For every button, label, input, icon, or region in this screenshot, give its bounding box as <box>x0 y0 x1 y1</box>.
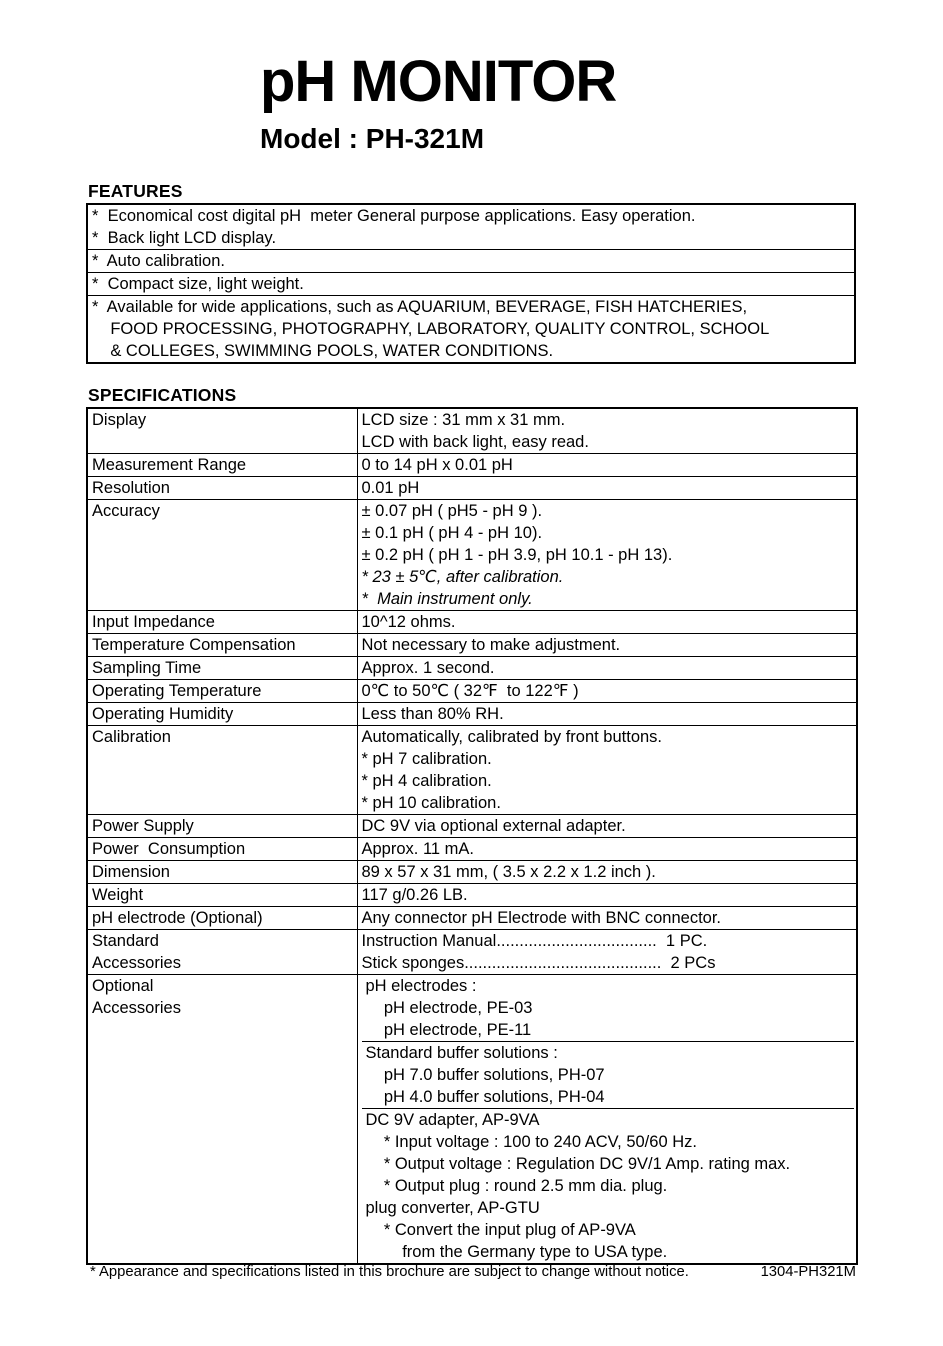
spec-label-cell <box>87 408 357 454</box>
spec-row-operating-temperature <box>87 680 857 703</box>
feature-item: * Compact size, light weight. <box>92 275 304 293</box>
spec-label: Accessories <box>92 999 181 1017</box>
spec-value-line: pH 7.0 buffer solutions, PH-07 <box>365 1066 605 1084</box>
spec-label-cell <box>87 975 357 1265</box>
spec-label: Accuracy <box>92 502 160 520</box>
spec-value-line: Automatically, calibrated by front buttons. <box>361 728 663 746</box>
spec-label-cell <box>87 477 357 500</box>
spec-value-cell <box>357 611 857 634</box>
spec-value-line: * Output plug : round 2.5 mm dia. plug. <box>365 1177 668 1195</box>
spec-row-temperature-compensation <box>87 634 857 657</box>
spec-value-line: Less than 80% RH. <box>361 705 504 723</box>
spec-value-line: DC 9V via optional external adapter. <box>361 817 626 835</box>
spec-value-line: plug converter, AP-GTU <box>365 1199 540 1217</box>
features-cell <box>87 273 855 296</box>
spec-value-line: pH electrode, PE-11 <box>365 1021 532 1039</box>
spec-value-line: ± 0.2 pH ( pH 1 - pH 3.9, pH 10.1 - pH 13). <box>361 546 673 564</box>
spec-value-line: 117 g/0.26 LB. <box>361 886 468 904</box>
spec-value-line: * Input voltage : 100 to 240 ACV, 50/60 Hz. <box>365 1133 697 1151</box>
optional-accessories-buffer-solutions <box>362 1041 855 1108</box>
spec-label-cell <box>87 884 357 907</box>
spec-value-line: Approx. 11 mA. <box>361 840 474 858</box>
spec-label-cell <box>87 861 357 884</box>
spec-label: Measurement Range <box>92 456 247 474</box>
spec-value-line: * Convert the input plug of AP-9VA <box>365 1221 636 1239</box>
spec-value-line: * Output voltage : Regulation DC 9V/1 Amp. rating max. <box>365 1155 791 1173</box>
specifications-heading: SPECIFICATIONS <box>88 385 237 405</box>
spec-value-line: 0.01 pH <box>361 479 420 497</box>
spec-value-cell <box>357 815 857 838</box>
spec-label-cell <box>87 611 357 634</box>
spec-value-cell <box>357 657 857 680</box>
page-title: pH MONITOR <box>260 49 617 114</box>
spec-label: Accessories <box>92 954 181 972</box>
spec-row-power-supply <box>87 815 857 838</box>
feature-item: * Economical cost digital pH meter General purpose applications. Easy operation. <box>92 207 696 225</box>
spec-label-cell <box>87 657 357 680</box>
spec-label-cell <box>87 726 357 815</box>
spec-label: Operating Humidity <box>92 705 234 723</box>
spec-label: Dimension <box>92 863 170 881</box>
spec-value-cell <box>357 884 857 907</box>
spec-row-weight <box>87 884 857 907</box>
spec-label-cell <box>87 907 357 930</box>
spec-value-cell <box>357 861 857 884</box>
spec-value-line: 0 to 14 pH x 0.01 pH <box>361 456 513 474</box>
feature-item: * Auto calibration. <box>92 252 225 270</box>
spec-value-line: 89 x 57 x 31 mm, ( 3.5 x 2.2 x 1.2 inch ). <box>361 863 656 881</box>
spec-row-power-consumption <box>87 838 857 861</box>
spec-value-line: from the Germany type to USA type. <box>365 1243 668 1261</box>
spec-value-line: Standard buffer solutions : <box>365 1044 558 1062</box>
spec-row-input-impedance <box>87 611 857 634</box>
features-cell <box>87 250 855 273</box>
spec-value-line: LCD with back light, easy read. <box>361 433 589 451</box>
spec-value-line: Stick sponges........................................... 2 PCs <box>361 954 716 972</box>
model-number: Model : PH-321M <box>260 123 485 154</box>
spec-value-cell <box>357 838 857 861</box>
features-row <box>87 204 855 250</box>
features-cell <box>87 204 855 250</box>
spec-row-dimension <box>87 861 857 884</box>
spec-label: Optional <box>92 977 154 995</box>
spec-row-sampling-time <box>87 657 857 680</box>
footer-document-code: 1304-PH321M <box>760 1264 856 1280</box>
spec-row-ph-electrode <box>87 907 857 930</box>
spec-value-cell <box>357 680 857 703</box>
spec-value-line: * pH 4 calibration. <box>361 772 492 790</box>
spec-value-cell <box>357 500 857 611</box>
feature-item: & COLLEGES, SWIMMING POOLS, WATER CONDITIONS. <box>92 342 554 360</box>
spec-value-line: ± 0.1 pH ( pH 4 - pH 10). <box>361 524 543 542</box>
features-row <box>87 296 855 364</box>
feature-item: FOOD PROCESSING, PHOTOGRAPHY, LABORATORY, QUALITY CONTROL, SCHOOL <box>92 320 770 338</box>
features-row <box>87 250 855 273</box>
spec-label: pH electrode (Optional) <box>92 909 263 927</box>
spec-label-cell <box>87 930 357 975</box>
spec-label: Calibration <box>92 728 171 746</box>
spec-value-line: Not necessary to make adjustment. <box>361 636 621 654</box>
spec-label: Display <box>92 411 147 429</box>
spec-value-line: DC 9V adapter, AP-9VA <box>365 1111 540 1129</box>
spec-value-line: 10^12 ohms. <box>361 613 456 631</box>
spec-value-cell <box>357 726 857 815</box>
spec-value-cell <box>357 634 857 657</box>
spec-value-cell <box>357 930 857 975</box>
features-heading: FEATURES <box>88 181 183 201</box>
spec-value-cell <box>357 703 857 726</box>
spec-label: Operating Temperature <box>92 682 262 700</box>
spec-value-cell <box>357 477 857 500</box>
spec-label-cell <box>87 454 357 477</box>
spec-row-resolution <box>87 477 857 500</box>
spec-label-cell <box>87 703 357 726</box>
spec-label: Power Consumption <box>92 840 246 858</box>
spec-value-line: Instruction Manual................................... 1 PC. <box>361 932 708 950</box>
spec-value-line: * pH 10 calibration. <box>361 794 501 812</box>
spec-value-note: * Main instrument only. <box>361 590 533 608</box>
spec-value-cell <box>357 454 857 477</box>
spec-value-line: Any connector pH Electrode with BNC connector. <box>361 909 722 927</box>
optional-accessories-electrodes <box>362 975 855 1041</box>
spec-value-line: ± 0.07 pH ( pH5 - pH 9 ). <box>361 502 543 520</box>
spec-value-cell <box>357 408 857 454</box>
spec-label-cell <box>87 815 357 838</box>
spec-value-line: pH electrodes : <box>365 977 477 995</box>
spec-value-line: * pH 7 calibration. <box>361 750 492 768</box>
spec-label: Input Impedance <box>92 613 215 631</box>
spec-row-display <box>87 408 857 454</box>
spec-label: Standard <box>92 932 159 950</box>
title-block <box>260 50 616 155</box>
spec-label-cell <box>87 500 357 611</box>
spec-row-calibration <box>87 726 857 815</box>
spec-row-measurement-range <box>87 454 857 477</box>
spec-value-line: pH electrode, PE-03 <box>365 999 533 1017</box>
spec-value-cell <box>357 907 857 930</box>
spec-label: Resolution <box>92 479 170 497</box>
spec-value-line: pH 4.0 buffer solutions, PH-04 <box>365 1088 605 1106</box>
spec-value-line: LCD size : 31 mm x 31 mm. <box>361 411 566 429</box>
spec-value-note: * 23 ± 5℃, after calibration. <box>361 568 564 586</box>
spec-value-line: Approx. 1 second. <box>361 659 495 677</box>
footer <box>90 1262 856 1282</box>
specifications-table <box>86 407 858 1265</box>
spec-label: Temperature Compensation <box>92 636 296 654</box>
feature-item: * Available for wide applications, such as AQUARIUM, BEVERAGE, FISH HATCHERIES, <box>92 298 748 316</box>
spec-label-cell <box>87 680 357 703</box>
spec-value-cell <box>357 975 857 1265</box>
spec-row-optional-accessories <box>87 975 857 1265</box>
spec-label: Sampling Time <box>92 659 202 677</box>
features-cell <box>87 296 855 364</box>
spec-label-cell <box>87 838 357 861</box>
features-row <box>87 273 855 296</box>
spec-row-accuracy <box>87 500 857 611</box>
spec-label: Weight <box>92 886 144 904</box>
spec-label-cell <box>87 634 357 657</box>
feature-item: * Back light LCD display. <box>92 229 277 247</box>
spec-row-operating-humidity <box>87 703 857 726</box>
features-table <box>86 203 856 364</box>
spec-row-standard-accessories <box>87 930 857 975</box>
footer-disclaimer: * Appearance and specifications listed in this brochure are subject to change without notice. <box>90 1264 689 1280</box>
spec-label: Power Supply <box>92 817 194 835</box>
optional-accessories-adapter <box>362 1108 855 1263</box>
spec-value-line: 0℃ to 50℃ ( 32℉ to 122℉ ) <box>361 682 579 700</box>
